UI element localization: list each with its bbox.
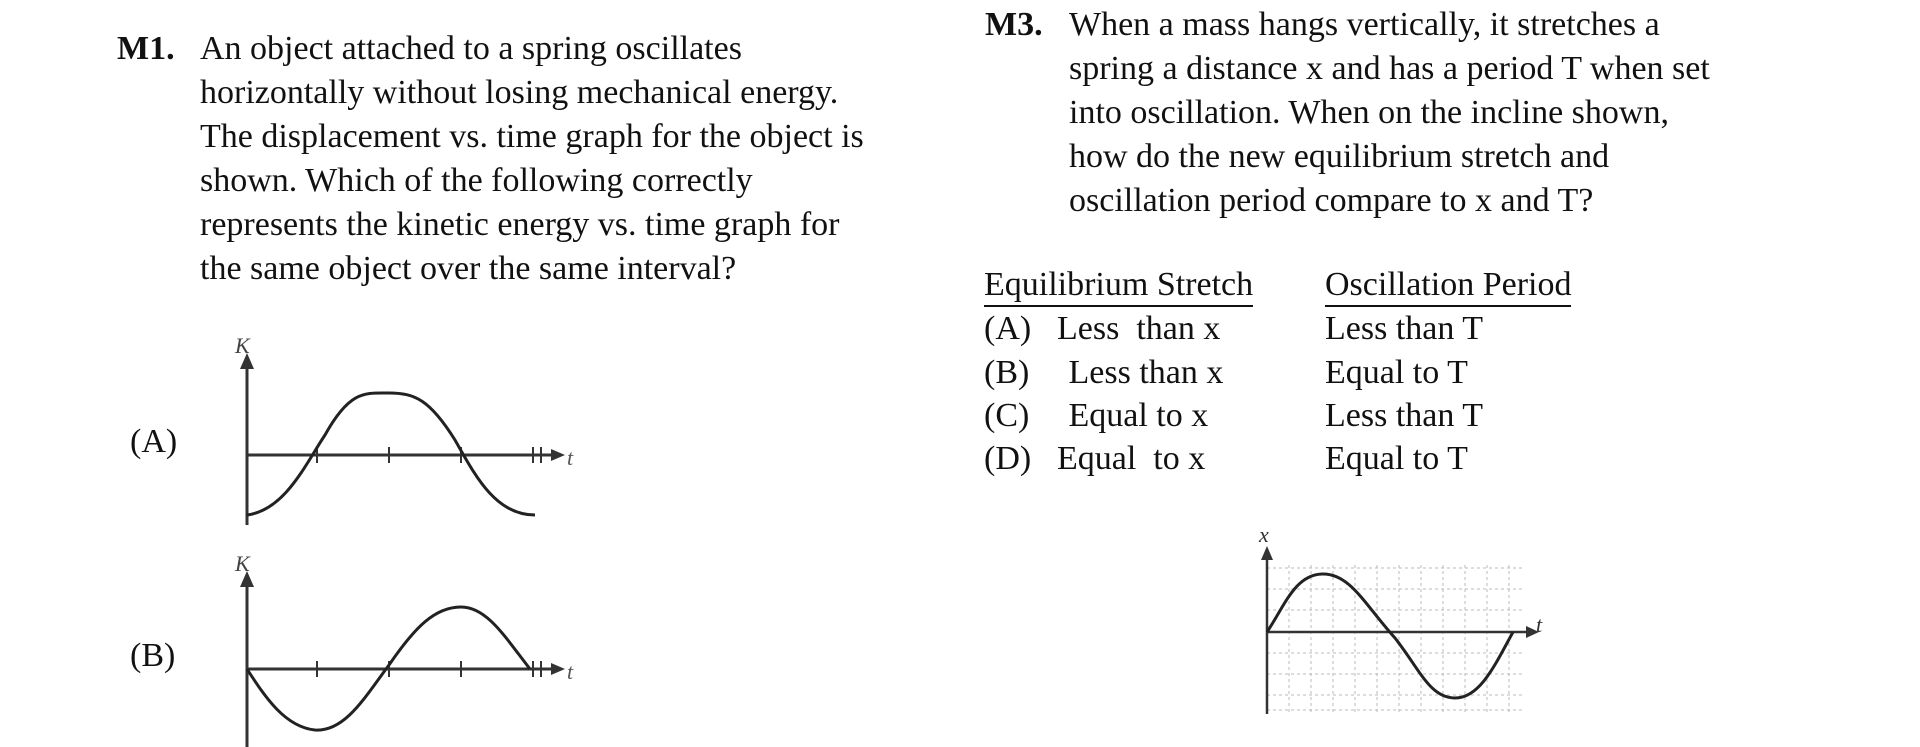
choice-letter-b: (B) [984,354,1030,391]
table-header-stretch: Equilibrium Stretch [984,265,1253,307]
m3-question-number: M3. [985,6,1043,43]
choice-letter-c: (C) [984,397,1030,434]
choice-letter-a: (A) [984,310,1032,347]
choice-period-a: Less than T [1325,310,1484,347]
m1-option-a-graph [225,325,585,525]
m3-line: oscillation period compare to x and T? [1069,182,1594,219]
t-axis-label: t [567,445,574,470]
t-axis-label: t [1536,612,1543,637]
m1-question-number: M1. [117,30,175,67]
choice-period-c: Less than T [1325,397,1484,434]
m3-line: spring a distance x and has a period T when set [1069,50,1710,87]
choice-period-b: Equal to T [1325,354,1468,391]
y-axis-arrow-icon [1261,546,1273,560]
choice-stretch-d: Equal to x [1057,440,1206,477]
x-axis-arrow-icon [551,663,565,675]
k-axis-label: K [235,551,250,576]
k-axis-label: K [235,333,250,358]
m3-question-text [1069,3,1710,223]
m1-option-b-graph [225,547,585,747]
m1-line: horizontally without losing mechanical energy. [200,74,839,111]
displacement-curve [1267,574,1513,698]
m1-option-a-label: (A) [130,423,178,460]
t-axis-label: t [567,659,574,684]
choice-stretch-c: Equal to x [1060,397,1209,434]
m1-line: The displacement vs. time graph for the object is [200,118,864,155]
m3-line: how do the new equilibrium stretch and [1069,138,1610,175]
choice-letter-d: (D) [984,440,1032,477]
m1-line: shown. Which of the following correctly [200,162,753,199]
m3-displacement-graph [1245,520,1545,715]
choice-stretch-b: Less than x [1060,354,1224,391]
m3-line: into oscillation. When on the incline shown, [1069,94,1669,131]
m1-question-text [200,27,864,291]
choice-stretch-a: Less than x [1057,310,1221,347]
m3-line: When a mass hangs vertically, it stretches a [1069,6,1660,43]
x-axis-label: x [1259,522,1269,547]
m1-line: the same object over the same interval? [200,250,737,287]
m1-line: An object attached to a spring oscillates [200,30,742,67]
m1-option-b-label: (B) [130,637,176,674]
x-axis-arrow-icon [551,449,565,461]
m1-line: represents the kinetic energy vs. time graph for [200,206,840,243]
choice-period-d: Equal to T [1325,440,1468,477]
table-header-period: Oscillation Period [1325,265,1571,307]
